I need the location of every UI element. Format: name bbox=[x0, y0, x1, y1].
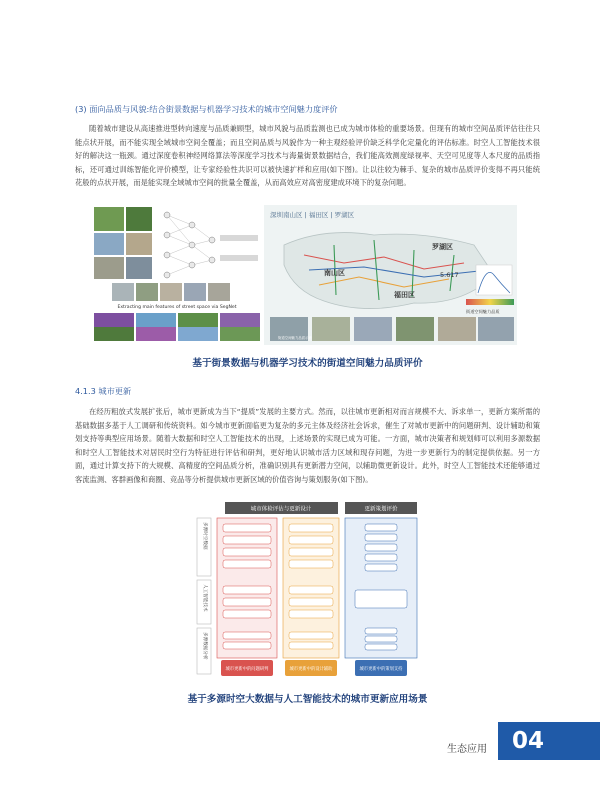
figure-shenzhen-map bbox=[264, 205, 517, 345]
figure-caption-street-quality: 基于街景数据与机器学习技术的街道空间魅力品质评价 bbox=[192, 358, 423, 369]
diagram-header-right: 更新策划评价 bbox=[364, 506, 398, 513]
map-label-futian: 福田区 bbox=[394, 291, 415, 299]
diagram-bottom-label-1: 城市更新中的问题研判 bbox=[225, 667, 269, 672]
section-heading-quality: (3) 面向品质与风貌:结合街景数据与机器学习技术的城市空间魅力度评价 bbox=[75, 104, 338, 114]
diagram-row-label-3: 多源数据分析 bbox=[202, 632, 207, 660]
diagram-bottom-label-3: 城市更新中的策划支持 bbox=[359, 667, 403, 672]
figure-street-view-model bbox=[92, 205, 262, 345]
section-heading-urban-renewal: 4.1.3 城市更新 bbox=[75, 386, 132, 396]
photo-caption: 街道空间魅力品质示意 bbox=[278, 336, 312, 340]
paragraph-urban-renewal: 在经历粗放式发展扩张后，城市更新成为当下“提质”发展的主要方式。然而，以往城市更新相对而言规模不大、诉求单一，更新方案所需的基础数据多基于人工调研和传统资料。如今城市更新面临更为复杂的多元主体及经济社会诉求，催生了对城市更新中的问题研判、设计辅助和策划支持等典型应用场景。随着大数据和时空人工智能技术的出现，上述场景的实现已成为可能。一方面，城市决策者和规划师可以利用多源数据和时空人工智能技术对居民时空行为特征进行评估和研判，更好地认识城市活力区域和现存问题，为进一步更新行为的制定提供依据。另一方面，通过计算支持下的大规模、高精度的空间品质分析，准确识别具有更新潜力空间，以辅助微更新设计。此外，时空人工智能技术还能够通过客流监测、客群画像和商圈、竞品等分析提供城市更新区域的价值咨询与策划服务(如下图)。 bbox=[75, 407, 540, 484]
diagram-row-label-2: 人工智能技术 bbox=[202, 584, 207, 612]
map-label-luohu: 罗湖区 bbox=[432, 243, 453, 251]
map-legend-title: 街道空间魅力品质 bbox=[466, 309, 500, 314]
map-title: 深圳南山区 | 福田区 | 罗湖区 bbox=[270, 211, 355, 219]
page-number: 04 bbox=[498, 722, 600, 760]
diagram-header-left: 城市体检评估与更新设计 bbox=[250, 506, 312, 513]
figure-urban-renewal-diagram bbox=[195, 500, 420, 678]
map-value: 5.617 bbox=[440, 271, 459, 279]
figure-caption-urban-renewal: 基于多源时空大数据与人工智能技术的城市更新应用场景 bbox=[187, 694, 428, 705]
map-label-nanshan: 南山区 bbox=[324, 269, 345, 277]
segnet-label: Extracting main features of street space via SegNet bbox=[117, 305, 237, 310]
diagram-bottom-label-2: 城市更新中的设计辅助 bbox=[289, 667, 333, 672]
paragraph-quality: 随着城市建设从高速推进型转向速度与品质兼顾型，城市风貌与品质监测也已成为城市体检的重要场景。但现有的城市空间品质评估往往只能点状开展，而不能实现全域城市空间全覆盖；而且空间品质与风貌作为一种主观经验评价缺乏科学化定量化的评估标准。时空人工智能技术很好的解决这一瓶颈。通过深度卷积神经网络算法等深度学习技术与海量街景数据结合，我们能高效测度绿视率、天空可见度等人本尺度的品质指标，还可通过训练智能化评价模型，让专家经验性共识可以被快速扩样和应用(如下图)。让以往较为棘手、复杂的城市品质评价变得不再只能统花般的点状开展，而是能实现全域城市空间的批量全覆盖，从而高效应对高密度建成环境下的复杂问题。 bbox=[75, 124, 540, 188]
diagram-row-label-1: 多源时空数据 bbox=[202, 522, 207, 550]
footer-section-label: 生态应用 bbox=[447, 744, 487, 755]
